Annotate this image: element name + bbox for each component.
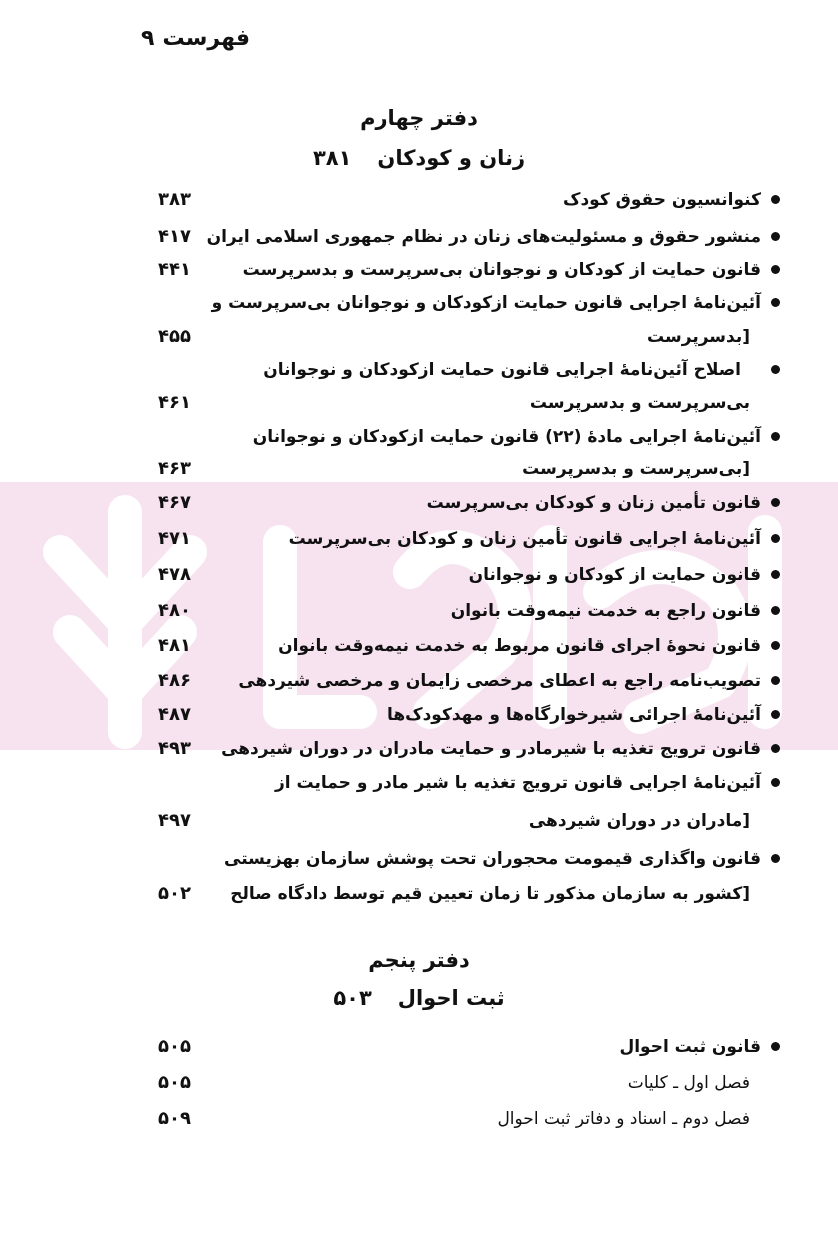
bullet-dot-icon	[771, 606, 780, 615]
toc-entry[interactable]	[150, 183, 780, 217]
toc-entry-page: ۴۸۷	[158, 704, 191, 725]
bullet-dot-icon	[771, 641, 780, 650]
toc-entry[interactable]	[150, 766, 780, 800]
bullet-dot-icon	[771, 498, 780, 507]
bullet-dot-icon	[771, 778, 780, 787]
bullet-dot-icon	[771, 744, 780, 753]
bullet-dot-icon	[771, 432, 780, 441]
header-page-number: ۹	[141, 26, 155, 51]
toc-entry-title: آئین‌نامهٔ اجرایی قانون حمایت ازکودکان و نوجوانان بی‌سرپرست و	[211, 293, 761, 313]
toc-entry-title-cont: بی‌سرپرست و بدسرپرست	[529, 393, 750, 413]
toc-entry-page: ۴۸۰	[158, 600, 191, 621]
toc-entry-title: منشور حقوق و مسئولیت‌های زنان در نظام جمهوری اسلامی ایران	[206, 227, 761, 247]
toc-entry[interactable]	[150, 522, 780, 556]
toc-entry-page: ۴۸۶	[158, 670, 191, 691]
book5-subtitle-text: ثبت احوال	[397, 986, 505, 1010]
toc-entry[interactable]	[150, 629, 780, 663]
toc-entry-page: ۴۵۵	[158, 326, 191, 347]
toc-entry[interactable]	[150, 594, 780, 628]
toc-entry-title: قانون حمایت از کودکان و نوجوانان بی‌سرپرست و بدسرپرست	[242, 260, 761, 280]
toc-entry[interactable]	[150, 286, 780, 320]
toc-entry-title: قانون تأمین زنان و کودکان بی‌سرپرست	[426, 493, 761, 513]
toc-entry-title: فصل اول ـ کلیات	[627, 1073, 750, 1093]
toc-entry-continuation[interactable]	[150, 804, 780, 838]
toc-entry[interactable]	[150, 1066, 780, 1100]
toc-entry-page: ۴۴۱	[158, 259, 191, 280]
toc-entry-title: آئین‌نامهٔ اجرایی قانون ترویج تغذیه با شیر مادر و حمایت از	[274, 773, 761, 793]
toc-entry-title: قانون ثبت احوال	[619, 1037, 761, 1057]
toc-entry[interactable]	[150, 664, 780, 698]
toc-entry[interactable]	[150, 420, 780, 454]
toc-entry[interactable]	[150, 842, 780, 876]
bullet-dot-icon	[771, 365, 780, 374]
toc-entry-page: ۴۷۱	[158, 528, 191, 549]
toc-entry-title: اصلاح آئین‌نامهٔ اجرایی قانون حمایت ازکودکان و نوجوانان	[263, 360, 741, 380]
toc-entry-title: قانون حمایت از کودکان و نوجوانان	[468, 565, 761, 585]
toc-entry-title: قانون ترویج تغذیه با شیرمادر و حمایت مادران در دوران شیردهی	[221, 739, 761, 759]
book5-subtitle-page: ۵۰۳	[333, 986, 372, 1010]
toc-entry-title-cont: [کشور به سازمان مذکور تا زمان تعیین قیم توسط دادگاه صالح	[230, 884, 750, 904]
bullet-dot-icon	[771, 534, 780, 543]
toc-entry[interactable]	[150, 353, 780, 387]
toc-entry-title: قانون نحوهٔ اجرای قانون مربوط به خدمت نیمه‌وقت بانوان	[278, 636, 761, 656]
toc-entry[interactable]	[150, 1102, 780, 1136]
toc-entry-title: آئین‌نامهٔ اجرایی قانون تأمین زنان و کودکان بی‌سرپرست	[288, 529, 761, 549]
bullet-dot-icon	[771, 195, 780, 204]
bullet-dot-icon	[771, 710, 780, 719]
toc-entry[interactable]	[150, 253, 780, 287]
toc-entry-title-cont: [مادران در دوران شیردهی	[528, 811, 750, 831]
toc-entry-continuation[interactable]	[150, 877, 780, 911]
toc-entry-title: قانون راجع به خدمت نیمه‌وقت بانوان	[450, 601, 761, 621]
toc-entry-page: ۳۸۳	[158, 189, 191, 210]
toc-entry[interactable]	[150, 698, 780, 732]
toc-entry-page: ۴۹۳	[158, 738, 191, 759]
toc-entry-title: کنوانسیون حقوق کودک	[563, 190, 761, 210]
toc-entry-page: ۴۹۷	[158, 810, 191, 831]
toc-entry-title-cont: [بی‌سرپرست و بدسرپرست	[522, 459, 750, 479]
toc-entry-page: ۵۰۲	[158, 883, 191, 904]
toc-entry-page: ۴۱۷	[158, 226, 191, 247]
toc-entry-title: قانون واگذاری قیمومت محجوران تحت پوشش سازمان بهزیستی	[224, 849, 761, 869]
toc-entry[interactable]	[150, 1030, 780, 1064]
bullet-dot-icon	[771, 1042, 780, 1051]
toc-entry[interactable]	[150, 220, 780, 254]
toc-entry-page: ۴۸۱	[158, 635, 191, 656]
book4-title: دفتر چهارم	[360, 106, 478, 130]
book4-subtitle-page: ۳۸۱	[312, 146, 352, 170]
book4-subtitle-text: زنان و کودکان	[377, 146, 526, 170]
toc-entry-title: فصل دوم ـ اسناد و دفاتر ثبت احوال	[497, 1109, 750, 1129]
toc-entry-page: ۴۷۸	[158, 564, 191, 585]
bullet-dot-icon	[771, 854, 780, 863]
toc-entry-title: آئین‌نامهٔ اجرایی مادهٔ (۲۲) قانون حمایت ازکودکان و نوجوانان	[252, 427, 761, 447]
toc-entry[interactable]	[150, 558, 780, 592]
toc-entry-page: ۴۶۱	[158, 392, 191, 413]
toc-entry-page: ۵۰۹	[158, 1108, 191, 1129]
toc-entry-page: ۵۰۵	[158, 1072, 191, 1093]
book4-subtitle	[0, 146, 838, 170]
toc-entry-title-cont: [بدسرپرست	[647, 327, 750, 347]
toc-entry[interactable]	[150, 732, 780, 766]
toc-entry-title: تصویب‌نامه راجع به اعطای مرخصی زایمان و مرخصی شیردهی	[238, 671, 761, 691]
running-header	[110, 26, 250, 62]
bullet-dot-icon	[771, 265, 780, 274]
toc-entry-continuation[interactable]	[150, 452, 780, 486]
book5-subtitle	[0, 986, 838, 1010]
toc-entry-page: ۵۰۵	[158, 1036, 191, 1057]
toc-entry-page: ۴۶۳	[158, 458, 191, 479]
book5-title: دفتر پنجم	[368, 948, 470, 972]
bullet-dot-icon	[771, 298, 780, 307]
toc-entry-page: ۴۶۷	[158, 492, 191, 513]
toc-entry-continuation[interactable]	[150, 320, 780, 354]
bullet-dot-icon	[771, 232, 780, 241]
bullet-dot-icon	[771, 570, 780, 579]
header-title: فهرست	[162, 26, 250, 51]
toc-entry-title: آئین‌نامهٔ اجرائی شیرخوارگاه‌ها و مهدکودک‌ها	[387, 705, 761, 725]
bullet-dot-icon	[771, 676, 780, 685]
toc-entry-continuation[interactable]	[150, 386, 780, 420]
toc-entry[interactable]	[150, 486, 780, 520]
